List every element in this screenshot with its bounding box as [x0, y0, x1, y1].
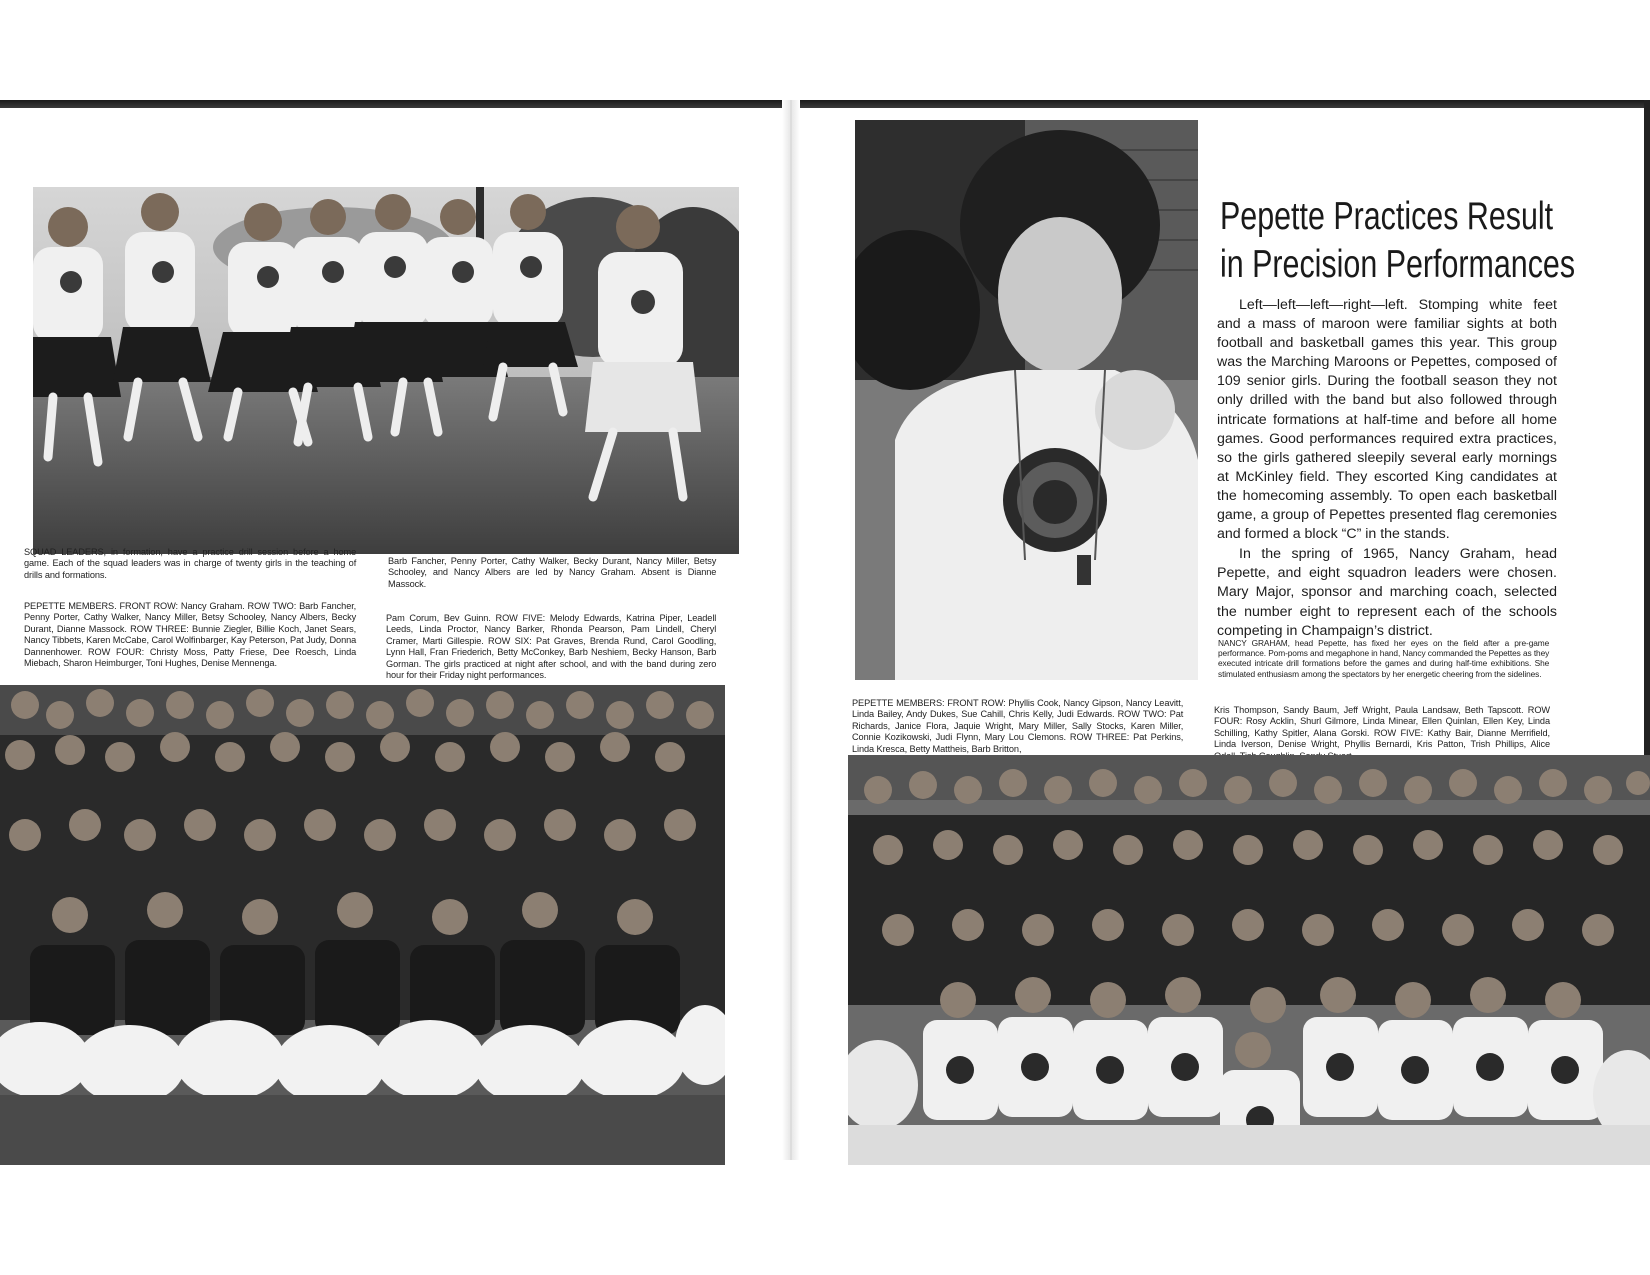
portrait-caption: NANCY GRAHAM, head Pepette, has fixed her eyes on the field after a pre-game performance. Pom-poms and megaphone in hand, Nancy commanded the Pepettes as they executed intricate drill formations before the games and during half-time exhibitions. She stimulated enthusiasm among the spectators by her energetic cheering from the sidelines.	[1218, 638, 1550, 679]
article-body	[1217, 296, 1557, 641]
headline-line-2: in Precision Performances	[1220, 243, 1576, 286]
squad-leaders-photo	[33, 187, 739, 554]
right-group-photo	[848, 755, 1650, 1165]
page-top-band	[0, 100, 1650, 108]
nancy-graham-portrait	[855, 120, 1198, 680]
book-spine	[782, 100, 800, 1160]
squad-leaders-caption-left: SQUAD LEADERS, in formation, have a practice drill session before a home game. Each of the squad leaders was in charge of twenty girls in the teaching of drills and formations.	[24, 547, 357, 581]
left-members-caption-left: PEPETTE MEMBERS. FRONT ROW: Nancy Graham. ROW TWO: Barb Fancher, Penny Porter, Cathy Walker, Nancy Miller, Betsy Schooley, Nancy Albers, Becky Durant, Dianne Massock. ROW THREE: Bunnie Ziegler, Billie Koch, Janet Sears, Nancy Tibbets, Karen McCabe, Carol Wolfinbarger, Kay Peterson, Pat Judy, Donna Dannenhower. ROW FOUR: Christy Moss, Patty Friese, Dee Roesch, Linda Miebach, Sharon Heimburger, Toni Hughes, Denise Mennenga.	[24, 601, 357, 670]
body-paragraph-1: Left—left—left—right—left. Stomping white feet and a mass of maroon were familiar sights at both football and basketball games this year. This group was the Marching Maroons or Pepettes, composed of 109 senior girls. During the football season they not only drilled with the band but also followed through intricate formations at half-time and before all home games. Good performances required extra practices, so the girls gathered sleepily several early mornings at McKinley field. They escorted King candidates at the homecoming assembly. To open each basketball game, a group of Pepettes presented flag ceremonies and formed a block “C” in the stands.	[1217, 297, 1557, 543]
squad-leaders-caption-right: Barb Fancher, Penny Porter, Cathy Walker, Becky Durant, Nancy Miller, Betsy Schooley, and Nancy Albers are led by Nancy Graham. Absent is Dianne Massock.	[388, 556, 717, 590]
body-paragraph-2: In the spring of 1965, Nancy Graham, head Pepette, and eight squadron leaders were chosen. Mary Major, sponsor and marching coach, selected the number eight to represent each of the schools competing in Champaign’s district.	[1217, 546, 1557, 639]
headline-line-1: Pepette Practices Result	[1220, 195, 1554, 238]
left-members-caption-right: Pam Corum, Bev Guinn. ROW FIVE: Melody Edwards, Katrina Piper, Leadell Leeds, Linda Proctor, Nancy Barker, Rhonda Pearson, Pam Lindell, Cheryl Cramer, Marti Gillespie. ROW SIX: Pat Graves, Brenda Rund, Carol Goodling, Lynn Hall, Fran Friederich, Betty McConkey, Barb Neshiem, Becky Hanson, Barb Gorman. The girls practiced at night after school, and with the band during zero hour for their Friday night performances.	[386, 613, 717, 682]
page-headline	[1220, 193, 1576, 289]
right-members-caption-left: PEPETTE MEMBERS: FRONT ROW: Phyllis Cook, Nancy Gipson, Nancy Leavitt, Linda Bailey, Andy Dukes, Sue Cahill, Chris Kelly, Judi Edwards. ROW TWO: Pat Richards, Janice Flora, Jaquie Wright, Mary Miller, Sally Stocks, Karen Miller, Connie Kozikowski, Judi Flynn, Mary Lou Clemons. ROW THREE: Pat Perkins, Linda Kresca, Betty Mattheis, Barb Britton,	[852, 698, 1184, 755]
right-members-caption-right: Kris Thompson, Sandy Baum, Jeff Wright, Paula Landsaw, Beth Tapscott. ROW FOUR: Rosy Acklin, Shurl Gilmore, Linda Minear, Ellen Quinlan, Ellen Key, Linda Schilling, Kathy Spitler, Alana Gorski. ROW FIVE: Kathy Bair, Dianne Merrifield, Linda Iverson, Denise Wright, Phyllis Bernardi, Kris Patton, Trish Phillips, Alice	[1214, 705, 1550, 751]
left-group-photo	[0, 685, 725, 1165]
